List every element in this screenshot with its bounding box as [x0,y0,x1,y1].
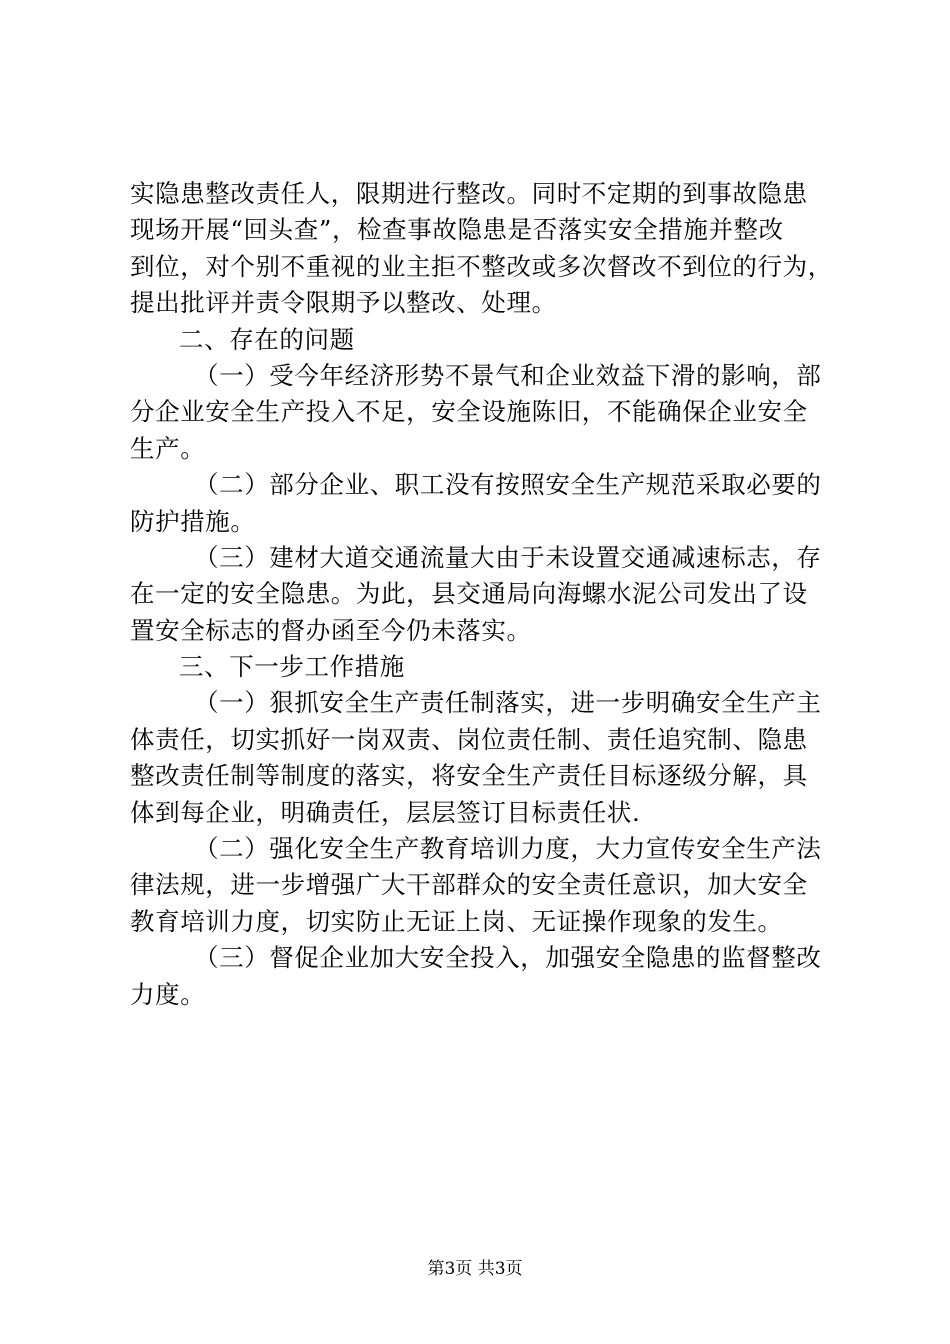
document-body [130,176,832,1013]
text-line: 分企业安全生产投入不足，安全设施陈旧，不能确保企业安全 [130,397,808,427]
text-line: 实隐患整改责任人，限期进行整改。同时不定期的到事故隐患 [130,179,808,208]
text-line: 生产。 [130,433,206,463]
text-line: （二）强化安全生产教育培训力度，大力宣传安全生产法 [194,834,822,864]
section-heading: 二、存在的问题 [179,324,355,354]
text-line: 提出批评并责令限期予以整改、处理。 [130,288,557,318]
text-line: （一）受今年经济形势不景气和企业效益下滑的影响，部 [194,360,822,390]
text-line: （二）部分企业、职工没有按照安全生产规范采取必要的 [194,470,822,500]
text-line: 力度。 [130,979,206,1009]
text-line: （三）督促企业加大安全投入，加强安全隐患的监督整改 [194,943,822,973]
text-line: 置安全标志的督办函至今仍未落实。 [130,615,532,645]
text-line: 体到每企业，明确责任，层层签订目标责任状. [130,797,641,827]
text-line: 律法规，进一步增强广大干部群众的安全责任意识，加大安全 [130,870,808,900]
text-line: （三）建材大道交通流量大由于未设置交通减速标志，存 [194,542,822,572]
text-line: 现场开展“回头查”，检查事故隐患是否落实安全措施并整改 [130,215,784,245]
text-line: 教育培训力度，切实防止无证上岗、无证操作现象的发生。 [130,906,783,936]
text-line: 防护措施。 [130,506,256,536]
page-footer: 第3页 共3页 [427,1259,523,1279]
text-line: （一）狠抓安全生产责任制落实，进一步明确安全生产主 [194,688,822,718]
text-line: 在一定的安全隐患。为此，县交通局向海螺水泥公司发出了设 [130,579,808,609]
text-line: 到位，对个别不重视的业主拒不整改或多次督改不到位的行为， [130,251,833,281]
text-line: 整改责任制等制度的落实，将安全生产责任目标逐级分解，具 [130,761,808,791]
section-heading: 三、下一步工作措施 [179,652,405,682]
text-line: 体责任，切实抓好一岗双责、岗位责任制、责任追究制、隐患 [130,724,808,754]
